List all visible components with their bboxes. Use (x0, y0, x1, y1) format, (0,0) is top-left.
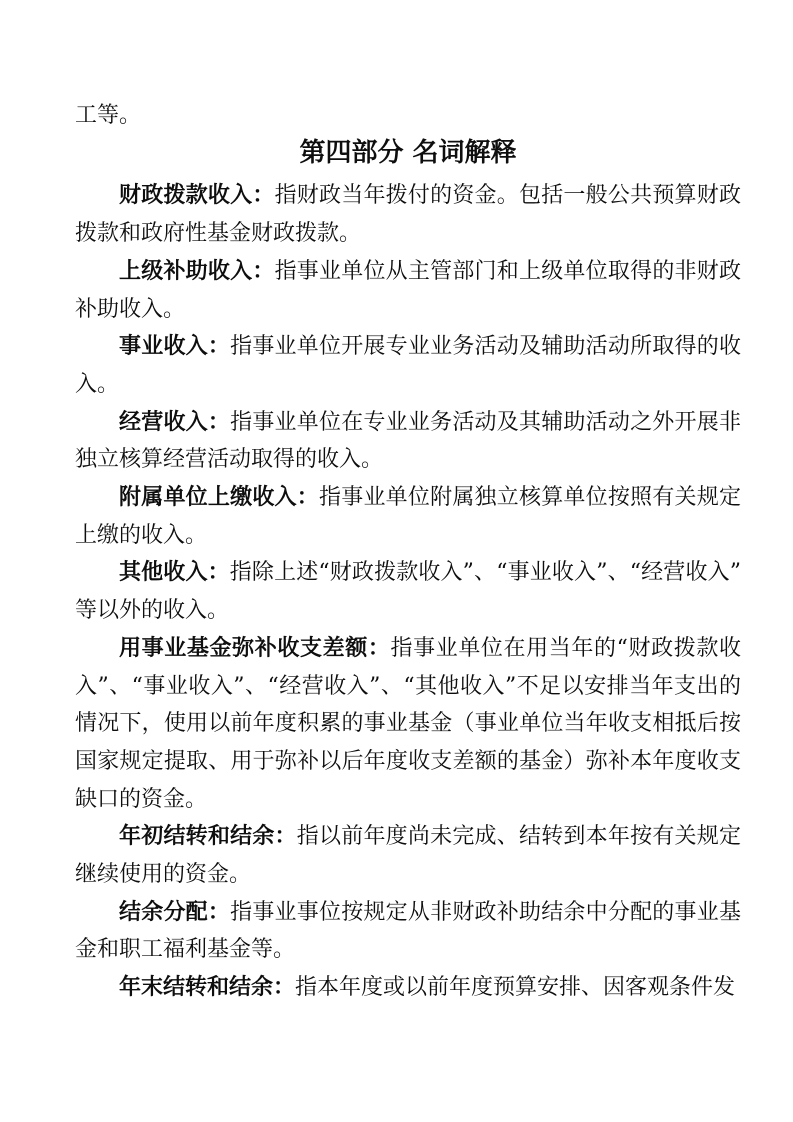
definition-text: 指财政当年拨付的资金。包括一般公共预算财政拨款和政府性基金财政拨款。 (75, 183, 741, 247)
definition-text: 指事业单位附属独立核算单位按照有关规定上缴的收入。 (75, 485, 741, 548)
section-title: 第四部分 名词解释 (299, 137, 517, 168)
continuation-text: 工等。 (75, 103, 142, 128)
document-content (75, 0, 741, 1007)
definition-text: 指事业单位从主管部门和上级单位取得的非财政补助收入。 (75, 258, 741, 322)
definition-paragraph (75, 969, 741, 1007)
definition-term: 经营收入： (119, 409, 231, 435)
definition-term: 结余分配： (119, 899, 231, 925)
definition-term: 财政拨款收入： (119, 183, 275, 209)
definition-term: 其他收入： (119, 560, 230, 586)
definition-paragraph (75, 328, 741, 403)
definition-paragraph (75, 177, 741, 252)
definition-term: 年初结转和结余： (119, 824, 297, 850)
definition-text: 指事业单位开展专业业务活动及辅助活动所取得的收入。 (75, 334, 741, 397)
definition-term: 年末结转和结余： (119, 975, 296, 1001)
definition-text: 指以前年度尚未完成、结转到本年按有关规定继续使用的资金。 (75, 824, 741, 888)
definition-term: 事业收入： (119, 334, 231, 360)
definition-text: 指事业单位在用当年的“财政拨款收入”、“事业收入”、“经营收入”、“其他收入”不足以安排当年支出的情况下，使用以前年度积累的事业基金（事业单位当年收支相抵后按国家规定提取、用于弥补以后年度收支差额的基金）弥补本年度收支缺口的资金。 (75, 635, 741, 812)
definition-paragraph (75, 404, 741, 479)
definition-text: 指除上述“财政拨款收入”、“事业收入”、“经营收入”等以外的收入。 (75, 560, 741, 624)
definition-paragraph (75, 894, 741, 969)
definition-text: 指本年度或以前年度预算安排、因客观条件发 (295, 975, 736, 1001)
definition-paragraph (75, 253, 741, 328)
definition-text: 指事业事位按规定从非财政补助结余中分配的事业基金和职工福利基金等。 (75, 899, 741, 963)
definition-paragraph (75, 479, 741, 554)
definition-term: 附属单位上缴收入： (119, 485, 319, 511)
definition-term: 用事业基金弥补收支差额： (119, 635, 391, 661)
definition-text: 指事业单位在专业业务活动及其辅助活动之外开展非独立核算经营活动取得的收入。 (75, 409, 741, 473)
definition-term: 上级补助收入： (119, 258, 275, 284)
definition-paragraph (75, 630, 741, 819)
definition-paragraph (75, 554, 741, 629)
definition-paragraph (75, 818, 741, 893)
